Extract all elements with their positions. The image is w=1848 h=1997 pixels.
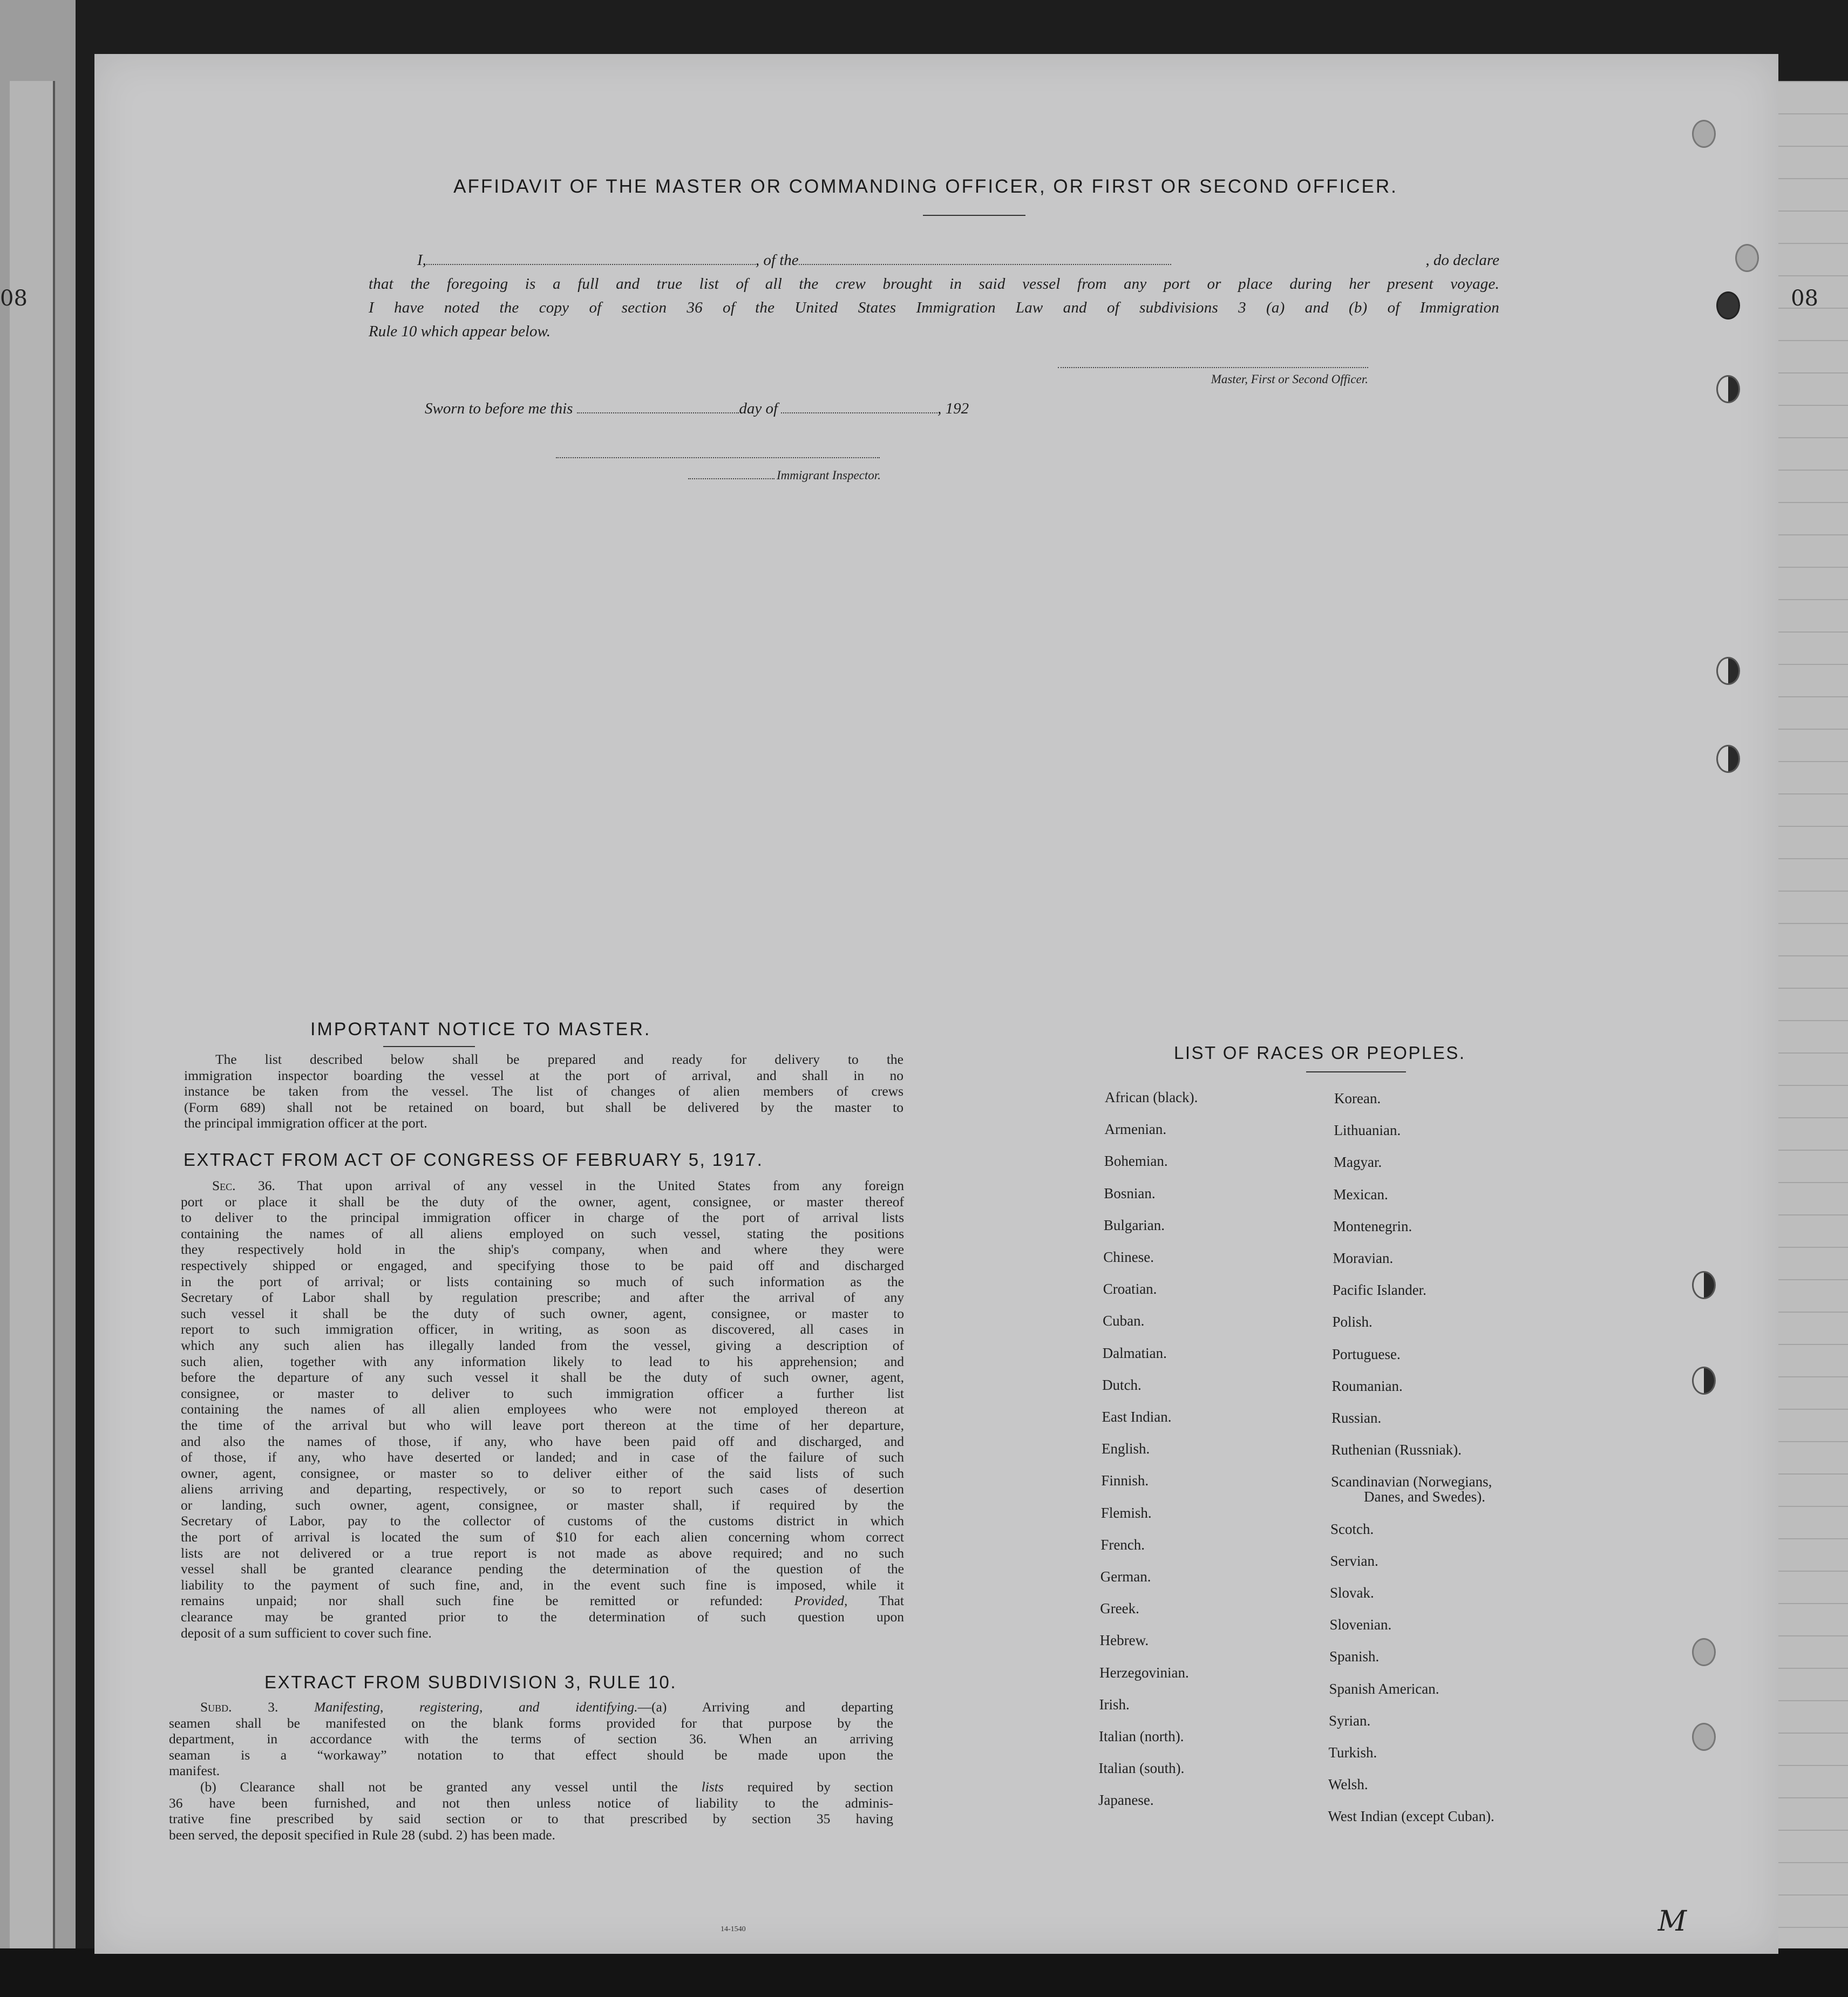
rule-line-text: (b) Clearance shall not be granted any vessel until the bbox=[200, 1778, 678, 1795]
act-line: respectively shipped or engaged, and specifying those to be paid off and discharged bbox=[181, 1257, 904, 1273]
act-line: port or place it shall be the duty of the owner, agent, consignee, or master thereof bbox=[181, 1193, 904, 1210]
act-line: clearance may be granted prior to the determination of such question upon bbox=[181, 1609, 904, 1625]
race-item: Bulgarian. bbox=[1103, 1217, 1165, 1233]
notice-line: (Form 689) shall not be retained on board, but shall be delivered by the master to bbox=[184, 1099, 903, 1115]
rule-line: department, in accordance with the terms of section 36. When an arriving bbox=[169, 1731, 893, 1747]
race-item: Welsh. bbox=[1328, 1776, 1368, 1793]
sworn-line bbox=[425, 399, 1180, 418]
inspector-signature-blank[interactable] bbox=[556, 457, 880, 458]
notice-line: The list described below shall be prepared and ready for delivery to the bbox=[215, 1051, 903, 1067]
notice-heading: IMPORTANT NOTICE TO MASTER. bbox=[310, 1019, 651, 1040]
left-edge-number: 08 bbox=[0, 286, 28, 311]
notice-rule bbox=[383, 1046, 475, 1047]
act-line: consignee, or master to deliver to such immigration officer a further list bbox=[181, 1385, 904, 1401]
extract-act-body bbox=[181, 1178, 904, 1641]
act-line: of those, if any, who have deserted or landed; and in case of the failure of such bbox=[181, 1449, 904, 1465]
signature-blank[interactable] bbox=[1058, 367, 1368, 368]
subd-title: Manifesting, registering, and identifying. bbox=[314, 1699, 638, 1715]
act-line: in the port of arrival; or lists containing so much of such information as the bbox=[181, 1273, 904, 1289]
extract-act-heading: EXTRACT FROM ACT OF CONGRESS OF FEBRUARY 5, 1917. bbox=[184, 1150, 764, 1170]
race-item: Bosnian. bbox=[1104, 1185, 1156, 1201]
punch-hole bbox=[1692, 1271, 1716, 1299]
race-item: Magyar. bbox=[1334, 1154, 1382, 1171]
punch-hole bbox=[1735, 244, 1759, 272]
race-item: Italian (south). bbox=[1098, 1760, 1185, 1777]
act-line: to deliver to the principal immigration officer in charge of the port of arrival lists bbox=[181, 1210, 904, 1226]
rule-line bbox=[169, 1779, 893, 1795]
race-item: Korean. bbox=[1334, 1090, 1381, 1106]
affidavit-declaration bbox=[369, 248, 1499, 343]
punch-hole bbox=[1716, 375, 1740, 403]
lists-word: lists bbox=[701, 1778, 724, 1795]
race-item: Italian (north). bbox=[1099, 1728, 1184, 1744]
act-line: containing the names of all aliens employed on such vessel, stating the positions bbox=[181, 1225, 904, 1241]
affidavit-line-1 bbox=[369, 248, 1499, 272]
signature-label: Master, First or Second Officer. bbox=[1211, 372, 1368, 386]
affidavit-i: I, bbox=[417, 252, 426, 269]
notice-line: immigration inspector boarding the vessel at the port of arrival, and shall in no bbox=[184, 1067, 903, 1083]
race-item: Spanish American. bbox=[1329, 1680, 1439, 1697]
adjacent-right-page bbox=[1778, 81, 1848, 1992]
notice-body bbox=[184, 1051, 903, 1131]
race-item: Scotch. bbox=[1330, 1520, 1374, 1537]
sec-label: Sec. 36. bbox=[212, 1178, 275, 1193]
act-line: before the departure of any such vessel it shall be the duty of such owner, agent, bbox=[181, 1369, 904, 1385]
race-item: Irish. bbox=[1099, 1696, 1130, 1713]
rule-line-text: —(a) Arriving and departing bbox=[637, 1699, 893, 1715]
race-item: Lithuanian. bbox=[1334, 1122, 1401, 1139]
act-line: such alien, together with any information likely to lead to his apprehension; and bbox=[181, 1353, 904, 1369]
subd-label: Subd. 3. bbox=[200, 1699, 278, 1715]
race-item: Bohemian. bbox=[1104, 1153, 1168, 1170]
race-item: East Indian. bbox=[1102, 1409, 1172, 1425]
race-item: Cuban. bbox=[1103, 1313, 1145, 1329]
race-item: Dalmatian. bbox=[1102, 1344, 1167, 1361]
left-page-strip bbox=[10, 81, 55, 1970]
race-item: Croatian. bbox=[1103, 1281, 1157, 1298]
races-left-column bbox=[1098, 1089, 1331, 1883]
act-line-text: That upon arrival of any vessel in the United States from any foreign bbox=[297, 1178, 904, 1193]
race-item: Chinese. bbox=[1103, 1249, 1154, 1265]
act-line: which any such alien has illegally landed from the vessel, giving a description of bbox=[181, 1337, 904, 1353]
punch-hole bbox=[1692, 1638, 1716, 1666]
act-line-text: That bbox=[879, 1593, 904, 1609]
race-item: French. bbox=[1100, 1536, 1145, 1553]
race-item: Turkish. bbox=[1328, 1744, 1377, 1761]
race-item: Japanese. bbox=[1098, 1792, 1154, 1809]
scan-bottom-edge bbox=[0, 1948, 1848, 1997]
punch-hole bbox=[1692, 1367, 1716, 1395]
act-line: such vessel it shall be the duty of such owner, agent, consignee, or master to bbox=[181, 1305, 904, 1321]
rule-line: been served, the deposit specified in Rule 28 (subd. 2) has been made. bbox=[169, 1826, 555, 1843]
extract-rule-body bbox=[169, 1699, 893, 1843]
rule-line: trative fine prescribed by said section or to that prescribed by section 35 having bbox=[169, 1811, 893, 1827]
rule-line: manifest. bbox=[169, 1763, 220, 1779]
handwritten-corner-mark: M bbox=[1657, 1905, 1687, 1938]
affidavit-title: AFFIDAVIT OF THE MASTER OR COMMANDING OFFICER, OR FIRST OR SECOND OFFICER. bbox=[453, 176, 1398, 197]
act-line: and also the names of those, if any, who have been paid off and discharged, and bbox=[181, 1433, 904, 1449]
affidavit-line-3: I have noted the copy of section 36 of the United States Immigration Law and of subdivisions 3 (a) and (b) of Immigration bbox=[369, 299, 1499, 316]
notice-line: the principal immigration officer at the port. bbox=[184, 1115, 427, 1131]
races-rule bbox=[1306, 1071, 1406, 1072]
punch-hole bbox=[1716, 745, 1740, 773]
race-item: Moravian. bbox=[1333, 1250, 1394, 1266]
race-item: Portuguese. bbox=[1332, 1346, 1401, 1362]
race-item: Slovenian. bbox=[1329, 1616, 1392, 1633]
form-code: 14-1540 bbox=[721, 1925, 746, 1933]
act-line: owner, agent, consignee, or master so to deliver either of the said lists of such bbox=[181, 1465, 904, 1481]
sworn-month-blank[interactable] bbox=[781, 399, 937, 413]
notice-line: instance be taken from the vessel. The list of changes of alien members of crews bbox=[184, 1083, 903, 1099]
races-heading: LIST OF RACES OR PEOPLES. bbox=[1174, 1043, 1466, 1063]
race-item: African (black). bbox=[1105, 1089, 1198, 1105]
act-line: Secretary of Labor, pay to the collector of customs of the customs district in which bbox=[181, 1513, 904, 1529]
race-item: Syrian. bbox=[1329, 1712, 1371, 1729]
act-line: or landing, such owner, agent, consignee, or master shall, if required by the bbox=[181, 1497, 904, 1513]
name-blank[interactable] bbox=[426, 250, 756, 265]
race-item: Servian. bbox=[1330, 1552, 1378, 1569]
punch-hole bbox=[1692, 120, 1716, 148]
race-item: Armenian. bbox=[1104, 1121, 1167, 1138]
race-item: Roumanian. bbox=[1331, 1377, 1403, 1394]
act-line bbox=[181, 1593, 904, 1609]
extract-rule-heading: EXTRACT FROM SUBDIVISION 3, RULE 10. bbox=[264, 1672, 677, 1692]
race-item: Finnish. bbox=[1101, 1472, 1149, 1489]
race-item: Mexican. bbox=[1333, 1186, 1388, 1203]
rule-line-text: required by section bbox=[747, 1778, 894, 1795]
races-right-column bbox=[1328, 1090, 1636, 1884]
right-edge-number: 08 bbox=[1791, 286, 1818, 311]
race-item: West Indian (except Cuban). bbox=[1328, 1808, 1494, 1825]
inspector-label: Immigrant Inspector. bbox=[777, 468, 881, 482]
sworn-year: , 192 bbox=[937, 400, 969, 417]
race-item: Ruthenian (Russniak). bbox=[1331, 1442, 1462, 1458]
affidavit-line-4: Rule 10 which appear below. bbox=[369, 323, 551, 340]
act-line bbox=[181, 1178, 904, 1194]
act-line: the port of arrival is located the sum of $10 for each alien concerning whom correct bbox=[181, 1529, 904, 1545]
race-item: Flemish. bbox=[1100, 1504, 1152, 1521]
race-item: English. bbox=[1101, 1441, 1150, 1457]
sworn-prefix: Sworn to before me this bbox=[425, 400, 573, 417]
act-line: deposit of a sum sufficient to cover such fine. bbox=[181, 1625, 432, 1641]
act-line: they respectively hold in the ship's company, when and where they were bbox=[181, 1241, 904, 1258]
affidavit-line-2: that the foregoing is a full and true list of all the crew brought in said vessel from any port or place during her present voyage. bbox=[369, 275, 1499, 293]
race-item: Spanish. bbox=[1329, 1648, 1380, 1665]
race-item: Dutch. bbox=[1102, 1376, 1142, 1393]
act-line: report to such immigration officer, in writing, as soon as discovered, all cases in bbox=[181, 1321, 904, 1337]
rule-line: seamen shall be manifested on the blank forms provided for that purpose by the bbox=[169, 1715, 893, 1731]
punch-hole bbox=[1716, 291, 1740, 320]
race-item: Polish. bbox=[1332, 1314, 1373, 1330]
act-line: liability to the payment of such fine, and, in the event such fine is imposed, while it bbox=[181, 1577, 904, 1593]
race-item: Hebrew. bbox=[1099, 1632, 1149, 1649]
sworn-day-of: day of bbox=[739, 400, 778, 417]
rule-line: seaman is a “workaway” notation to that effect should be made upon the bbox=[169, 1747, 893, 1763]
race-item: Pacific Islander. bbox=[1333, 1282, 1426, 1299]
inspector-label-row bbox=[688, 468, 881, 483]
act-line: lists are not delivered or a true report is not made as above required; and no such bbox=[181, 1545, 904, 1561]
race-item: Herzegovinian. bbox=[1099, 1664, 1189, 1681]
act-line: Secretary of Labor shall by regulation prescribe; and after the arrival of any bbox=[181, 1289, 904, 1306]
rule-line: 36 have been furnished, and not then unless notice of liability to the adminis- bbox=[169, 1795, 893, 1811]
race-item: German. bbox=[1100, 1568, 1151, 1585]
rule-line bbox=[169, 1699, 893, 1715]
race-item: Scandinavian (Norwegians, bbox=[1331, 1473, 1492, 1490]
affidavit-title-rule bbox=[923, 215, 1025, 216]
punch-hole bbox=[1716, 657, 1740, 685]
sworn-day-blank[interactable] bbox=[577, 399, 739, 413]
proviso-word: Provided, bbox=[794, 1593, 848, 1609]
act-line-text: remains unpaid; nor shall such fine be remitted or refunded: bbox=[181, 1593, 763, 1609]
act-line: aliens arriving and departing, respectively, or so to report such cases of desertion bbox=[181, 1481, 904, 1497]
inspector-label-dots bbox=[688, 468, 774, 479]
vessel-blank[interactable] bbox=[799, 250, 1171, 265]
document-page bbox=[94, 54, 1778, 1954]
race-item: Slovak. bbox=[1330, 1585, 1374, 1601]
act-line: containing the names of all alien employees who were not employed thereon at bbox=[181, 1401, 904, 1417]
race-item: Danes, and Swedes). bbox=[1364, 1489, 1485, 1505]
affidavit-declare: , do declare bbox=[1425, 252, 1499, 269]
race-item: Greek. bbox=[1100, 1600, 1139, 1617]
race-item: Montenegrin. bbox=[1333, 1218, 1412, 1234]
act-line: the time of the arrival but who will leave port thereon at the time of her departure, bbox=[181, 1417, 904, 1433]
race-item: Russian. bbox=[1331, 1410, 1382, 1426]
punch-hole bbox=[1692, 1723, 1716, 1751]
affidavit-of-the: , of the bbox=[755, 252, 799, 269]
act-line: vessel shall be granted clearance pending the determination of the question of the bbox=[181, 1561, 904, 1577]
